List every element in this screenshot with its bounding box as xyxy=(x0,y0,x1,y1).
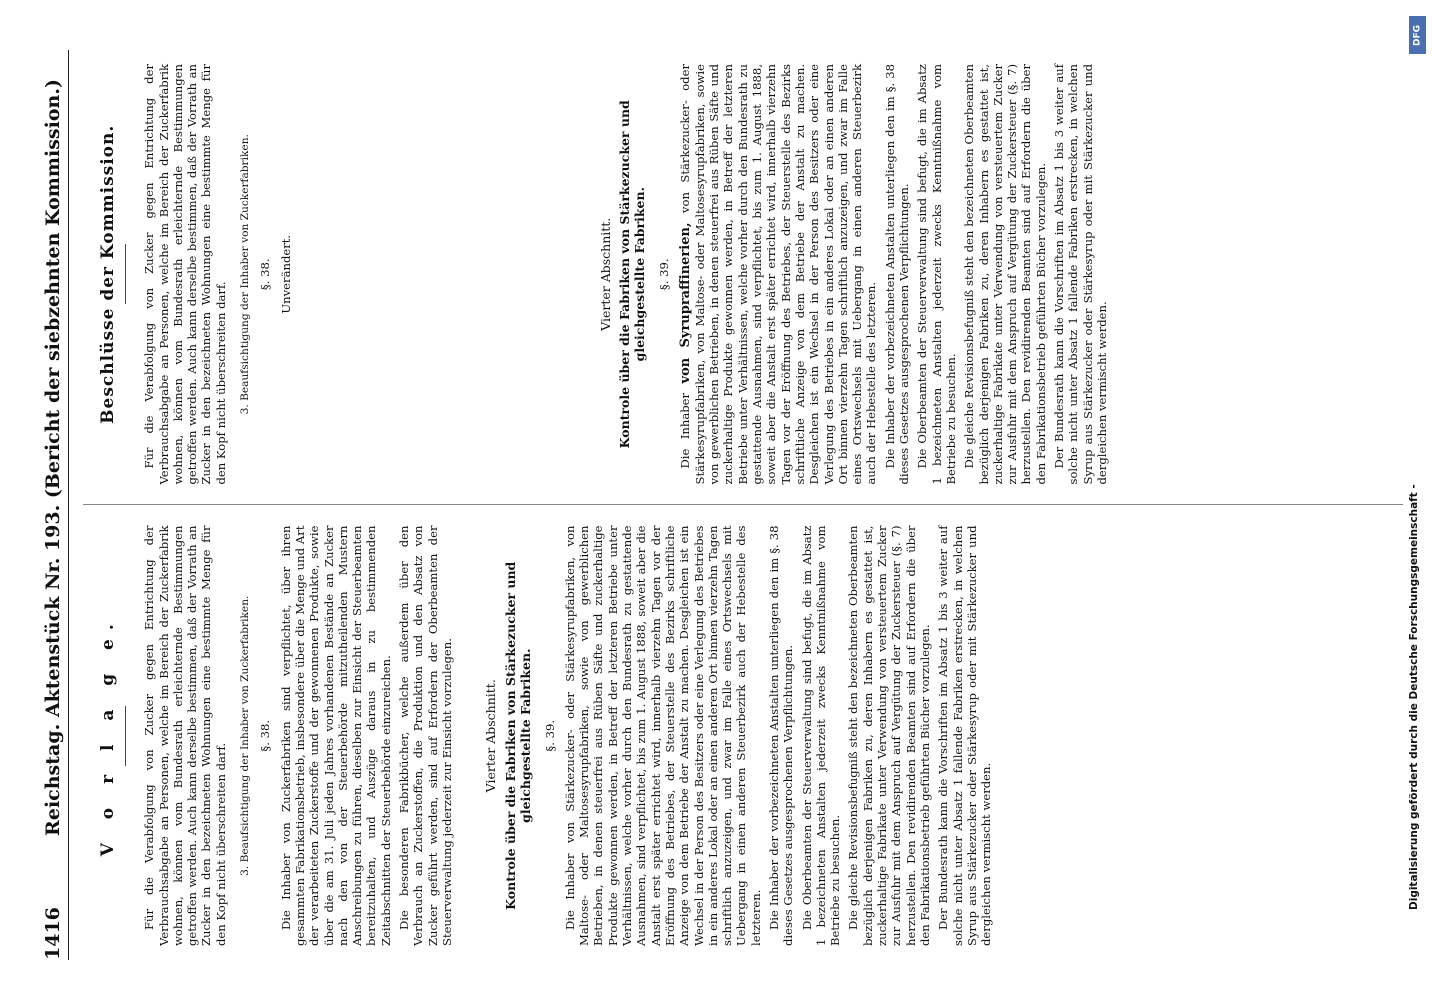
paragraph: Der Bundesrath kann die Vorschriften im Absatz 1 bis 3 weiter auf solche nicht unter Absatz 1 fallende Fabriken erstrecken, in welchen Syrup aus Stärkezucker oder Stärkesyrup oder mit Stärkezucker und dergleichen vermischt werden. xyxy=(936,525,994,946)
spacer xyxy=(309,64,569,485)
two-column-body xyxy=(83,50,1403,960)
inserted-bold-text: von Syrupraffinerien, xyxy=(677,222,693,384)
left-heading: V o r l a g e. xyxy=(98,615,118,857)
abschnitt-label: Vierter Abschnitt. xyxy=(483,679,499,793)
paragraph: Die Oberbeamten der Steuerverwaltung sind befugt, die im Absatz 1 bezeichneten Anstalten jederzeit zwecks Kenntnißnahme vom Betriebe zu besuchen. xyxy=(915,64,958,485)
heading-rule xyxy=(125,244,126,304)
paragraph-lead: Die Inhaber xyxy=(677,392,692,469)
subsection-title: 3. Beaufsichtigung der Inhaber von Zuckerfabriken. xyxy=(239,134,252,415)
section-number: §. 39. xyxy=(657,258,672,291)
paragraph: Die gleiche Revisionsbefugniß steht den bezeichneten Oberbeamten bezüglich derjenigen Fabriken zu, deren Inhabern es gestattet ist, zuckerhaltige Fabrikate unter Verwendung von versteuertem Zucker zur Ausfuhr mit dem Anspruch auf Vergütung der Zuckersteuer (§. 7) herzustellen. Den revidirenden Beamten sind auf Erfordern die über den Fabrikationsbetrieb geführten Bücher vorzulegen. xyxy=(962,64,1048,485)
page-number: 1416 xyxy=(42,907,64,960)
paragraph: Die Inhaber der vorbezeichneten Anstalten unterliegen den im §. 38 dieses Gesetzes ausgesprochenen Verpflichtungen. xyxy=(766,525,796,946)
paragraph: Die besonderen Fabrikbücher, welche außerdem über den Verbrauch an Zuckerstoffen, die Produktion und den Absatz von Zucker geführt werden, sind auf Erfordern der Oberbeamten der Steuerverwaltung jederzeit zur Einsicht vorzulegen. xyxy=(397,525,454,946)
page-title: Reichstag. Aktenstück Nr. 193. (Bericht der siebzehnten Kommission.) xyxy=(42,79,64,836)
digitization-credit: Digitalisierung gefördert durch die Deutsche Forschungsgemeinschaft - xyxy=(1408,484,1420,910)
unchanged-note: Unverändert. xyxy=(278,234,293,314)
column-divider xyxy=(83,505,1403,506)
page-header xyxy=(30,50,69,960)
paragraph-rest: von Stärkezucker- oder Stärkesyrupfabriken, von Maltose- oder Maltosesyrupfabriken, sowie von gewerblichen Betrieben, in denen steuerfrei aus Rüben Säfte und zuckerhaltige Produkte gewonnen werden, in Betreff der letzteren Betriebe unter Verhältnissen, welche vorher durch den Bundesrath zu gestattende Ausnahmen, sind verpflichtet, bis zum 1. August 1888, soweit aber die Anstalt erst später errichtet wird, innerhalb vierzehn Tagen vor der Eröffnung des Betriebes, der Steuerstelle des Bezirks schriftliche Anzeige von dem Betriebe der Anstalt zu machen. Desgleichen ist ein Wechsel in der Person des Besitzers oder eine Verlegung des Betriebes in ein anderes Lokal oder an einen anderen Ort binnen vierzehn Tagen schriftlich anzuzeigen, und zwar im Falle eines Ortswechsels mit Uebergang in einen anderen Steuerbezirk auch der Hebestelle des letzteren. xyxy=(677,64,879,485)
dfg-logo: DFG xyxy=(1409,16,1426,54)
paragraph xyxy=(678,64,879,485)
right-column xyxy=(83,50,1403,499)
paragraph: Die Inhaber von Zuckerfabriken sind verpflichtet, über ihren gesammten Fabrikationsbetrieb, insbesondere über die Menge und Art der verarbeiteten Zuckerstoffe und der gewonnenen Produkte, sowie über die am 31. Juli jeden Jahres vorhandenen Bestände an Zucker nach den von der Steuerbehörde mitzutheilenden Mustern Anschreibungen zu führen, dieselben zur Einsicht der Steuerbeamten bereitzuhalten, und Auszüge daraus in zu bestimmenden Zeitabschnitten der Steuerbehörde einzureichen. xyxy=(278,525,393,946)
right-heading: Beschlüsse der Kommission. xyxy=(98,124,118,424)
abschnitt-label: Vierter Abschnitt. xyxy=(597,217,613,331)
left-column xyxy=(83,512,1403,961)
paragraph: Die Inhaber der vorbezeichneten Anstalten unterliegen den im §. 38 dieses Gesetzes ausgesprochenen Verpflichtungen. xyxy=(882,64,912,485)
abschnitt-title: Kontrole über die Fabriken von Stärkezucker und gleichgestellte Fabriken. xyxy=(502,561,533,910)
paragraph: Der Bundesrath kann die Vorschriften im Absatz 1 bis 3 weiter auf solche nicht unter Absatz 1 fallende Fabriken erstrecken, in welchen Syrup aus Stärkezucker oder Stärkesyrup oder mit Stärkezucker und dergleichen vermischt werden. xyxy=(1051,64,1109,485)
abschnitt-title: Kontrole über die Fabriken von Stärkezucker und gleichgestellte Fabriken. xyxy=(617,100,648,449)
section-number: §. 38. xyxy=(258,719,273,752)
section-number: §. 39. xyxy=(542,719,557,752)
paragraph: Die Oberbeamten der Steuerverwaltung sind befugt, die im Absatz 1 bezeichneten Anstalten jederzeit zwecks Kenntnißnahme vom Betriebe zu besuchen. xyxy=(799,525,843,946)
section-number: §. 38. xyxy=(258,258,273,291)
subsection-title: 3. Beaufsichtigung der Inhaber von Zuckerfabriken. xyxy=(239,595,252,876)
paragraph: Für die Verabfolgung von Zucker gegen Entrichtung der Verbrauchsabgabe an Personen, welche im Bereich der Zuckerfabrik wohnen, können vom Bundesrath erleichternde Bestimmungen getroffen werden. Auch kann derselbe bestimmen, daß der Vorrath an Zucker in den bezeichneten Wohnungen eine bestimmte Menge für den Kopf nicht überschreiten darf. xyxy=(142,64,228,485)
paragraph: Die Inhaber von Stärkezucker- oder Stärkesyrupfabriken, von Maltose- oder Maltosesyrupfabriken, sowie von gewerblichen Betrieben, in denen steuerfrei aus Rüben Säfte und zuckerhaltige Produkte gewonnen werden, in Betreff der letzteren Betriebe unter Verhältnissen, welche vorher durch den Bundesrath zu gestattende Ausnahmen, sind verpflichtet, bis zum 1. August 1888, soweit aber die Anstalt erst später errichtet wird, innerhalb vierzehn Tagen vor der Eröffnung des Betriebes, der Steuerstelle des Bezirks schriftliche Anzeige von dem Betriebe der Anstalt zu machen. Desgleichen ist ein Wechsel in der Person des Besitzers oder eine Verlegung des Betriebes in ein anderes Lokal oder an einen anderen Ort binnen vierzehn Tagen schriftlich anzuzeigen, und zwar im Falle eines Ortswechsels mit Uebergang in einen anderen Steuerbezirk auch der Hebestelle des letzteren. xyxy=(562,525,763,946)
paragraph: Die gleiche Revisionsbefugniß steht den bezeichneten Oberbeamten bezüglich derjenigen Fabriken zu, deren Inhabern es gestattet ist, zuckerhaltige Fabrikate unter Verwendung von versteuertem Zucker zur Ausfuhr mit dem Anspruch auf Vergütung der Zuckersteuer (§. 7) herzustellen. Den revidirenden Beamten sind auf Erfordern die über den Fabrikationsbetrieb geführten Bücher vorzulegen. xyxy=(846,525,932,946)
digitization-sidebar xyxy=(1406,10,1430,1000)
paragraph: Für die Verabfolgung von Zucker gegen Entrichtung der Verbrauchsabgabe an Personen, welche im Bereich der Zuckerfabrik wohnen, können vom Bundesrath erleichternde Bestimmungen getroffen werden. Auch kann derselbe bestimmen, daß der Vorrath an Zucker in den bezeichneten Wohnungen eine bestimmte Menge für den Kopf nicht überschreiten darf. xyxy=(142,525,228,946)
heading-rule xyxy=(125,706,126,766)
